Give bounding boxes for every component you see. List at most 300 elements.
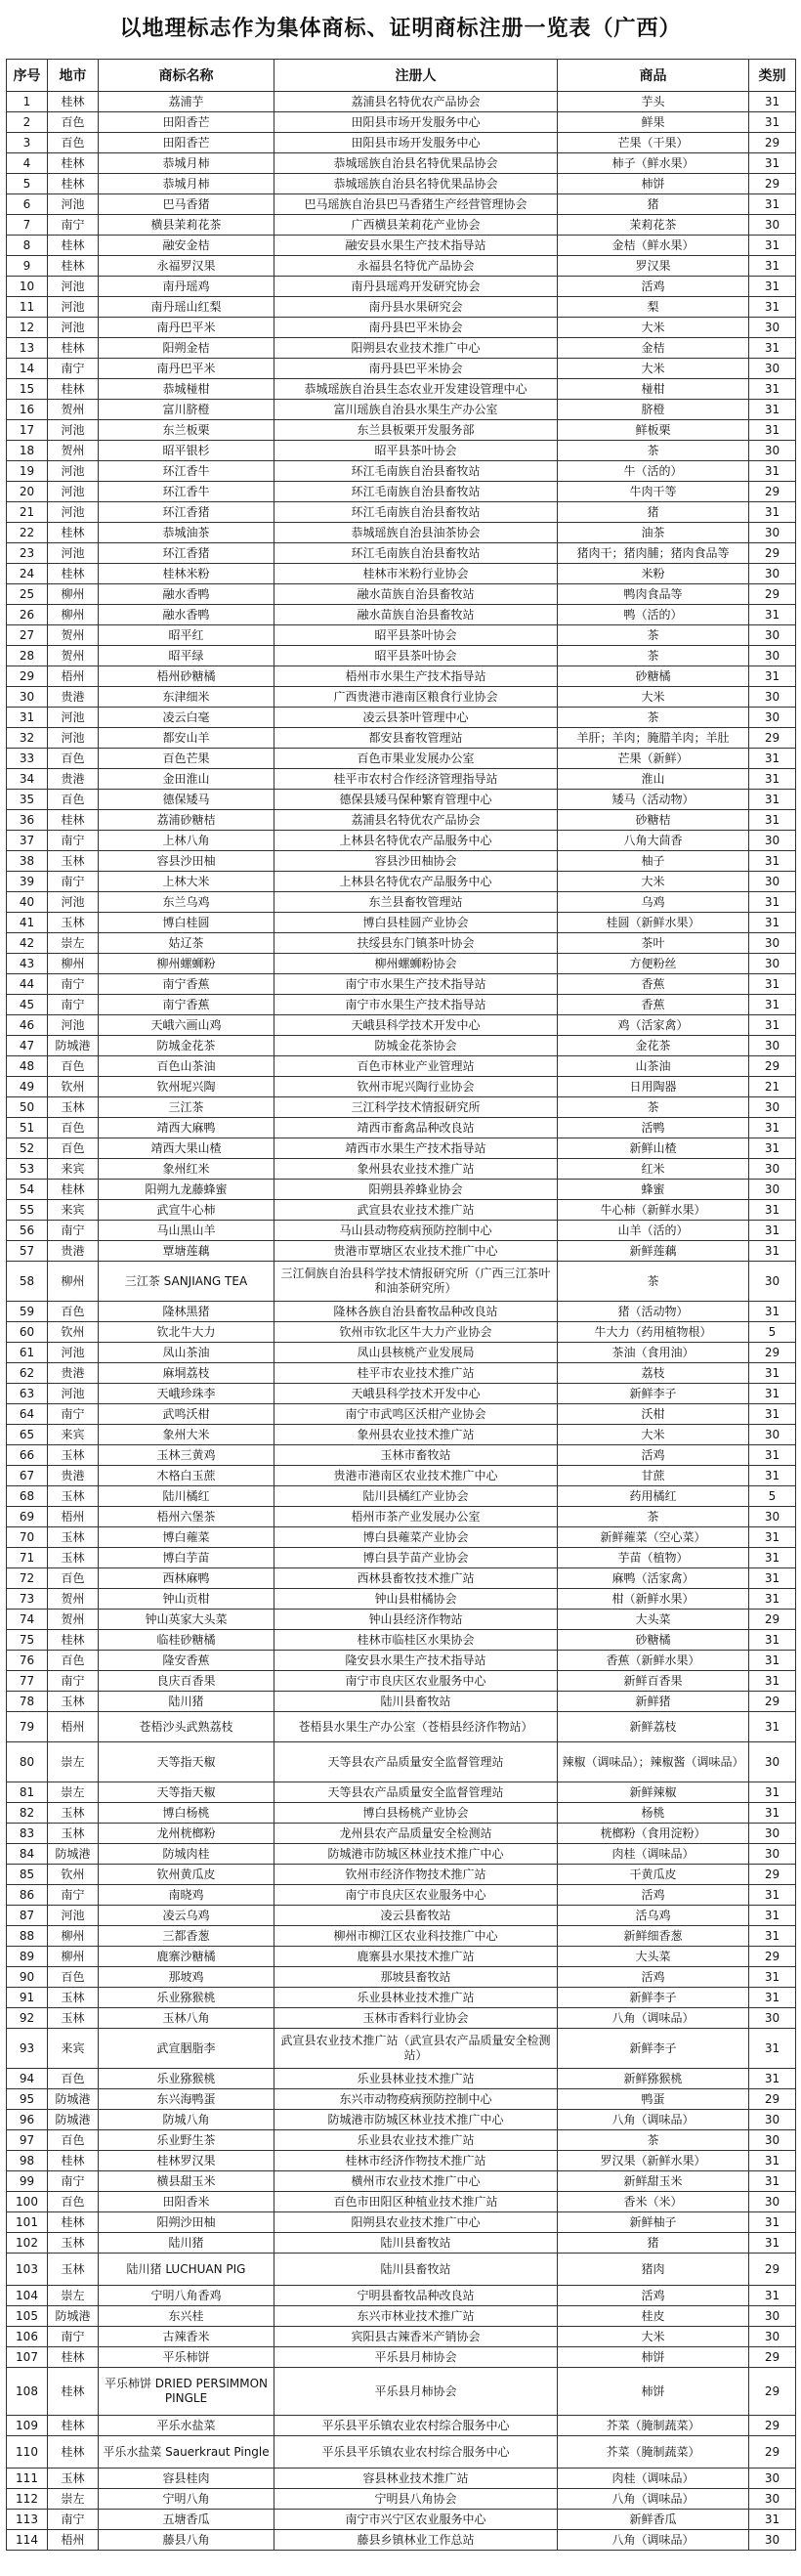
cell-city: 桂林 [48,2151,99,2171]
table-row [7,277,796,297]
table-row [7,1486,796,1507]
cell-city: 河池 [48,1015,99,1036]
cell-city: 玉林 [48,2008,99,2029]
cell-no: 12 [7,318,48,338]
cell-trademark: 永福罗汉果 [99,256,274,277]
table-row [7,2510,796,2530]
cell-city: 崇左 [48,2286,99,2306]
cell-registrant: 宁明县八角协会 [274,2489,558,2510]
table-row [7,2212,796,2233]
cell-class: 31 [749,277,796,297]
cell-registrant: 百色市果业发展办公室 [274,749,558,769]
cell-no: 23 [7,543,48,564]
cell-class: 29 [749,2368,796,2416]
cell-no: 107 [7,2347,48,2368]
table-row [7,1507,796,1527]
cell-trademark: 宁明八角 [99,2489,274,2510]
cell-trademark: 柳州螺蛳粉 [99,954,274,974]
cell-class: 29 [749,1610,796,1630]
cell-class: 30 [749,1425,796,1445]
cell-city: 玉林 [48,1527,99,1548]
cell-city: 桂林 [48,379,99,400]
cell-city: 南宁 [48,831,99,851]
cell-trademark: 上林八角 [99,831,274,851]
cell-trademark: 木格白玉蔗 [99,1466,274,1486]
cell-no: 39 [7,872,48,892]
table-row [7,1180,796,1200]
table-row [7,646,796,666]
cell-trademark: 钦北牛大力 [99,1322,274,1343]
cell-registrant: 宁明县畜牧品种改良站 [274,2286,558,2306]
cell-trademark: 古辣香米 [99,2327,274,2347]
cell-goods: 药用橘红 [558,1486,749,1507]
cell-goods: 新鲜甜玉米 [558,2171,749,2192]
cell-trademark: 钟山贡柑 [99,1589,274,1610]
cell-goods: 新鲜李子 [558,2029,749,2069]
table-row [7,1056,796,1077]
cell-class: 31 [749,112,796,133]
cell-registrant: 德保县矮马保种繁育管理中心 [274,790,558,810]
cell-goods: 猪 [558,2233,749,2254]
cell-no: 25 [7,584,48,605]
cell-class: 29 [749,1056,796,1077]
cell-city: 防城港 [48,2110,99,2130]
cell-goods: 新鲜李子 [558,1988,749,2008]
cell-class: 31 [749,1651,796,1671]
cell-no: 18 [7,441,48,461]
cell-no: 15 [7,379,48,400]
cell-trademark: 苍梧沙头武熟荔枝 [99,1712,274,1742]
cell-no: 66 [7,1445,48,1466]
table-row [7,2306,796,2327]
cell-registrant: 融安县水果生产技术指导站 [274,236,558,256]
cell-goods: 活乌鸡 [558,1906,749,1926]
cell-city: 防城港 [48,1844,99,1865]
cell-class: 29 [749,584,796,605]
cell-trademark: 博白杨桃 [99,1803,274,1824]
cell-registrant: 环江毛南族自治县畜牧站 [274,482,558,502]
cell-no: 94 [7,2069,48,2089]
cell-trademark: 凤山茶油 [99,1343,274,1363]
cell-class: 30 [749,1507,796,1527]
table-row [7,2029,796,2069]
table-row [7,2489,796,2510]
cell-goods: 大米 [558,872,749,892]
cell-city: 桂林 [48,2347,99,2368]
cell-city: 贺州 [48,1589,99,1610]
cell-registrant: 广西贵港市港南区粮食行业协会 [274,687,558,708]
cell-city: 来宾 [48,1200,99,1221]
cell-registrant: 陆川县畜牧站 [274,1692,558,1712]
cell-goods: 茶 [558,625,749,646]
cell-class: 29 [749,2436,796,2469]
cell-trademark: 玉林三黄鸡 [99,1445,274,1466]
cell-registrant: 武宣县农业技术推广站 [274,1200,558,1221]
table-body [7,92,796,2551]
cell-class: 31 [749,1589,796,1610]
cell-goods: 牛心柿（新鲜水果） [558,1200,749,1221]
cell-trademark: 恭城油茶 [99,523,274,543]
cell-goods: 芒果（干果） [558,133,749,153]
table-row [7,564,796,584]
cell-registrant: 昭平县茶叶协会 [274,625,558,646]
cell-city: 百色 [48,1302,99,1322]
table-row [7,194,796,215]
cell-no: 99 [7,2171,48,2192]
cell-goods: 鲜果 [558,112,749,133]
cell-city: 崇左 [48,933,99,954]
cell-registrant: 容县林业技术推广站 [274,2469,558,2489]
cell-trademark: 东津细米 [99,687,274,708]
cell-class: 30 [749,2306,796,2327]
cell-goods: 椪柑 [558,379,749,400]
table-row [7,1159,796,1180]
table-row [7,1906,796,1926]
cell-no: 104 [7,2286,48,2306]
cell-trademark: 德保矮马 [99,790,274,810]
table-row [7,2069,796,2089]
cell-trademark: 恭城月柿 [99,174,274,194]
cell-no: 11 [7,297,48,318]
cell-class: 30 [749,523,796,543]
cell-no: 13 [7,338,48,359]
cell-goods: 淮山 [558,769,749,790]
cell-registrant: 东兴市林业技术推广站 [274,2306,558,2327]
cell-city: 南宁 [48,2327,99,2347]
table-row [7,2008,796,2029]
cell-no: 91 [7,1988,48,2008]
table-row [7,2530,796,2551]
cell-no: 82 [7,1803,48,1824]
cell-city: 南宁 [48,359,99,379]
cell-class: 30 [749,1097,796,1118]
cell-goods: 活鸡 [558,277,749,297]
table-row [7,1712,796,1742]
cell-no: 68 [7,1486,48,1507]
cell-class: 30 [749,1824,796,1844]
cell-city: 河池 [48,277,99,297]
table-row [7,1036,796,1056]
cell-trademark: 富川脐橙 [99,400,274,420]
cell-class: 30 [749,1742,796,1782]
cell-class: 31 [749,379,796,400]
cell-registrant: 防城金花茶协会 [274,1036,558,1056]
cell-registrant: 永福县名特优产品协会 [274,256,558,277]
cell-goods: 大米 [558,687,749,708]
cell-registrant: 天等县农产品质量安全监督管理站 [274,1782,558,1803]
cell-city: 防城港 [48,2089,99,2110]
cell-city: 玉林 [48,1486,99,1507]
cell-goods: 鸭蛋 [558,2089,749,2110]
cell-no: 113 [7,2510,48,2530]
cell-city: 百色 [48,749,99,769]
cell-city: 百色 [48,2192,99,2212]
cell-city: 贺州 [48,441,99,461]
cell-registrant: 平乐县平乐镇农业农村综合服务中心 [274,2416,558,2436]
cell-registrant: 博白县杨桃产业协会 [274,1803,558,1824]
cell-no: 77 [7,1671,48,1692]
cell-goods: 大头菜 [558,1610,749,1630]
cell-registrant: 上林县名特优农产品服务中心 [274,872,558,892]
cell-registrant: 钟山县经济作物站 [274,1610,558,1630]
table-row [7,872,796,892]
cell-goods: 猪（活动物） [558,1302,749,1322]
cell-registrant: 隆林各族自治县畜牧品种改良站 [274,1302,558,1322]
cell-trademark: 防城金花茶 [99,1036,274,1056]
table-row [7,2436,796,2469]
table-header-row [7,60,796,92]
cell-no: 80 [7,1742,48,1782]
cell-goods: 猪 [558,502,749,523]
cell-city: 百色 [48,112,99,133]
cell-registrant: 容县沙田柚协会 [274,851,558,872]
cell-city: 桂林 [48,2212,99,2233]
cell-city: 河池 [48,892,99,913]
cell-no: 54 [7,1180,48,1200]
cell-goods: 新鲜山楂 [558,1138,749,1159]
cell-city: 贵港 [48,1466,99,1486]
cell-city: 贺州 [48,400,99,420]
cell-registrant: 东兰县畜牧管理站 [274,892,558,913]
cell-no: 97 [7,2130,48,2151]
cell-registrant: 桂平市农村合作经济管理指导站 [274,769,558,790]
cell-class: 31 [749,194,796,215]
table-row [7,2469,796,2489]
cell-city: 百色 [48,1967,99,1988]
cell-city: 河池 [48,708,99,728]
cell-city: 贵港 [48,769,99,790]
cell-registrant: 恭城瑶族自治县生态农业开发建设管理中心 [274,379,558,400]
cell-registrant: 凌云县畜牧站 [274,1906,558,1926]
cell-city: 百色 [48,2069,99,2089]
cell-registrant: 恭城瑶族自治县油茶协会 [274,523,558,543]
table-row [7,708,796,728]
table-row [7,2171,796,2192]
cell-registrant: 融水苗族自治县畜牧站 [274,584,558,605]
cell-city: 河池 [48,1384,99,1404]
table-row [7,2089,796,2110]
table-row [7,1527,796,1548]
cell-class: 31 [749,1221,796,1241]
cell-trademark: 陆川猪 [99,2233,274,2254]
table-row [7,92,796,112]
cell-trademark: 融水香鸭 [99,605,274,625]
cell-class: 30 [749,2530,796,2551]
cell-class: 30 [749,646,796,666]
table-row [7,1947,796,1967]
cell-no: 112 [7,2489,48,2510]
cell-registrant: 环江毛南族自治县畜牧站 [274,461,558,482]
cell-registrant: 防城港市防城区林业技术推广中心 [274,1844,558,1865]
cell-class: 29 [749,1692,796,1712]
cell-class: 30 [749,625,796,646]
cell-registrant: 桂平市农业技术推广站 [274,1363,558,1384]
table-row [7,420,796,441]
cell-class: 31 [749,420,796,441]
cell-goods: 茶 [558,1507,749,1527]
table-row [7,1926,796,1947]
header-goods: 商品 [558,60,749,92]
cell-trademark: 南丹巴平米 [99,318,274,338]
cell-no: 96 [7,2110,48,2130]
table-row [7,1671,796,1692]
table-row [7,1824,796,1844]
cell-registrant: 防城港市防城区林业技术推广中心 [274,2110,558,2130]
cell-city: 玉林 [48,1097,99,1118]
cell-trademark: 凌云白毫 [99,708,274,728]
table-row [7,2286,796,2306]
cell-trademark: 博白芋苗 [99,1548,274,1568]
cell-goods: 茶叶 [558,933,749,954]
cell-class: 31 [749,1568,796,1589]
cell-trademark: 临桂砂糖橘 [99,1630,274,1651]
cell-trademark: 龙州桄榔粉 [99,1824,274,1844]
cell-goods: 八角（调味品） [558,2530,749,2551]
cell-trademark: 容县桂肉 [99,2469,274,2489]
table-row [7,1630,796,1651]
cell-no: 108 [7,2368,48,2416]
cell-no: 61 [7,1343,48,1363]
cell-no: 35 [7,790,48,810]
cell-no: 101 [7,2212,48,2233]
cell-goods: 麻鸭（活家禽） [558,1568,749,1589]
cell-goods: 金桔（鲜水果） [558,236,749,256]
cell-registrant: 富川瑶族自治县水果生产办公室 [274,400,558,420]
cell-goods: 桂皮 [558,2306,749,2327]
cell-goods: 新鲜百香果 [558,1671,749,1692]
cell-trademark: 平乐柿饼 [99,2347,274,2368]
cell-city: 玉林 [48,913,99,933]
cell-city: 贺州 [48,1610,99,1630]
cell-goods: 山茶油 [558,1056,749,1077]
cell-trademark: 五塘香瓜 [99,2510,274,2530]
cell-class: 5 [749,1486,796,1507]
cell-registrant: 靖西市畜禽品种改良站 [274,1118,558,1138]
cell-class: 29 [749,1865,796,1885]
cell-trademark: 昭平红 [99,625,274,646]
cell-no: 42 [7,933,48,954]
cell-class: 31 [749,2233,796,2254]
cell-registrant: 昭平县茶叶协会 [274,441,558,461]
cell-goods: 八角（调味品） [558,2110,749,2130]
cell-trademark: 隆安香蕉 [99,1651,274,1671]
cell-class: 31 [749,236,796,256]
cell-city: 河池 [48,194,99,215]
cell-no: 69 [7,1507,48,1527]
cell-city: 崇左 [48,2489,99,2510]
cell-city: 防城港 [48,2306,99,2327]
cell-class: 31 [749,1118,796,1138]
cell-registrant: 桂林市临桂区水果协会 [274,1630,558,1651]
cell-goods: 牛大力（药用植物根） [558,1322,749,1343]
table-row [7,2347,796,2368]
cell-trademark: 桂林罗汉果 [99,2151,274,2171]
cell-city: 玉林 [48,2254,99,2286]
cell-goods: 香蕉（新鲜水果） [558,1651,749,1671]
cell-no: 70 [7,1527,48,1548]
cell-class: 29 [749,2416,796,2436]
cell-no: 19 [7,461,48,482]
cell-no: 52 [7,1138,48,1159]
cell-no: 67 [7,1466,48,1486]
cell-no: 46 [7,1015,48,1036]
cell-city: 南宁 [48,1671,99,1692]
cell-city: 来宾 [48,1425,99,1445]
cell-no: 114 [7,2530,48,2551]
cell-class: 31 [749,1466,796,1486]
table-row [7,502,796,523]
cell-goods: 新鲜猕猴桃 [558,2069,749,2089]
cell-registrant: 钦州市经济作物技术推广站 [274,1865,558,1885]
cell-class: 31 [749,1906,796,1926]
cell-class: 30 [749,215,796,236]
cell-registrant: 上林县名特优农产品服务中心 [274,831,558,851]
cell-trademark: 钦州黄瓜皮 [99,1865,274,1885]
cell-trademark: 恭城月柿 [99,153,274,174]
cell-goods: 干黄瓜皮 [558,1865,749,1885]
cell-registrant: 博白县蕹菜产业协会 [274,1527,558,1548]
cell-class: 30 [749,708,796,728]
table-row [7,995,796,1015]
table-row [7,892,796,913]
cell-city: 桂林 [48,153,99,174]
table-row [7,400,796,420]
cell-no: 84 [7,1844,48,1865]
cell-class: 31 [749,92,796,112]
cell-city: 南宁 [48,215,99,236]
cell-goods: 茉莉花茶 [558,215,749,236]
cell-goods: 新鲜蕹菜（空心菜） [558,1527,749,1548]
cell-no: 2 [7,112,48,133]
table-row [7,933,796,954]
cell-trademark: 东兰乌鸡 [99,892,274,913]
table-row [7,1610,796,1630]
cell-trademark: 玉林八角 [99,2008,274,2029]
cell-goods: 蜂蜜 [558,1180,749,1200]
cell-trademark: 隆林黑猪 [99,1302,274,1322]
cell-no: 40 [7,892,48,913]
cell-registrant: 天等县农产品质量安全监督管理站 [274,1742,558,1782]
cell-trademark: 恭城椪柑 [99,379,274,400]
cell-goods: 新鲜李子 [558,1384,749,1404]
cell-goods: 猪 [558,194,749,215]
cell-goods: 桂圆（新鲜水果） [558,913,749,933]
cell-no: 62 [7,1363,48,1384]
cell-trademark: 博白桂圆 [99,913,274,933]
cell-trademark: 武宣牛心柿 [99,1200,274,1221]
cell-goods: 杨桃 [558,1803,749,1824]
cell-no: 30 [7,687,48,708]
cell-goods: 柿饼 [558,2347,749,2368]
cell-goods: 茶 [558,1097,749,1118]
table-row [7,174,796,194]
cell-city: 来宾 [48,1159,99,1180]
table-row [7,359,796,379]
cell-goods: 柑（新鲜水果） [558,1589,749,1610]
cell-registrant: 那坡县畜牧站 [274,1967,558,1988]
cell-class: 31 [749,256,796,277]
cell-registrant: 武宣县农业技术推广站（武宣县农产品质量安全检测站） [274,2029,558,2069]
cell-goods: 日用陶器 [558,1077,749,1097]
table-row [7,2368,796,2416]
cell-trademark: 环江香猪 [99,543,274,564]
cell-no: 93 [7,2029,48,2069]
cell-class: 30 [749,2489,796,2510]
table-row [7,133,796,153]
table-row [7,1548,796,1568]
cell-registrant: 凤山县核桃产业发展局 [274,1343,558,1363]
cell-no: 65 [7,1425,48,1445]
